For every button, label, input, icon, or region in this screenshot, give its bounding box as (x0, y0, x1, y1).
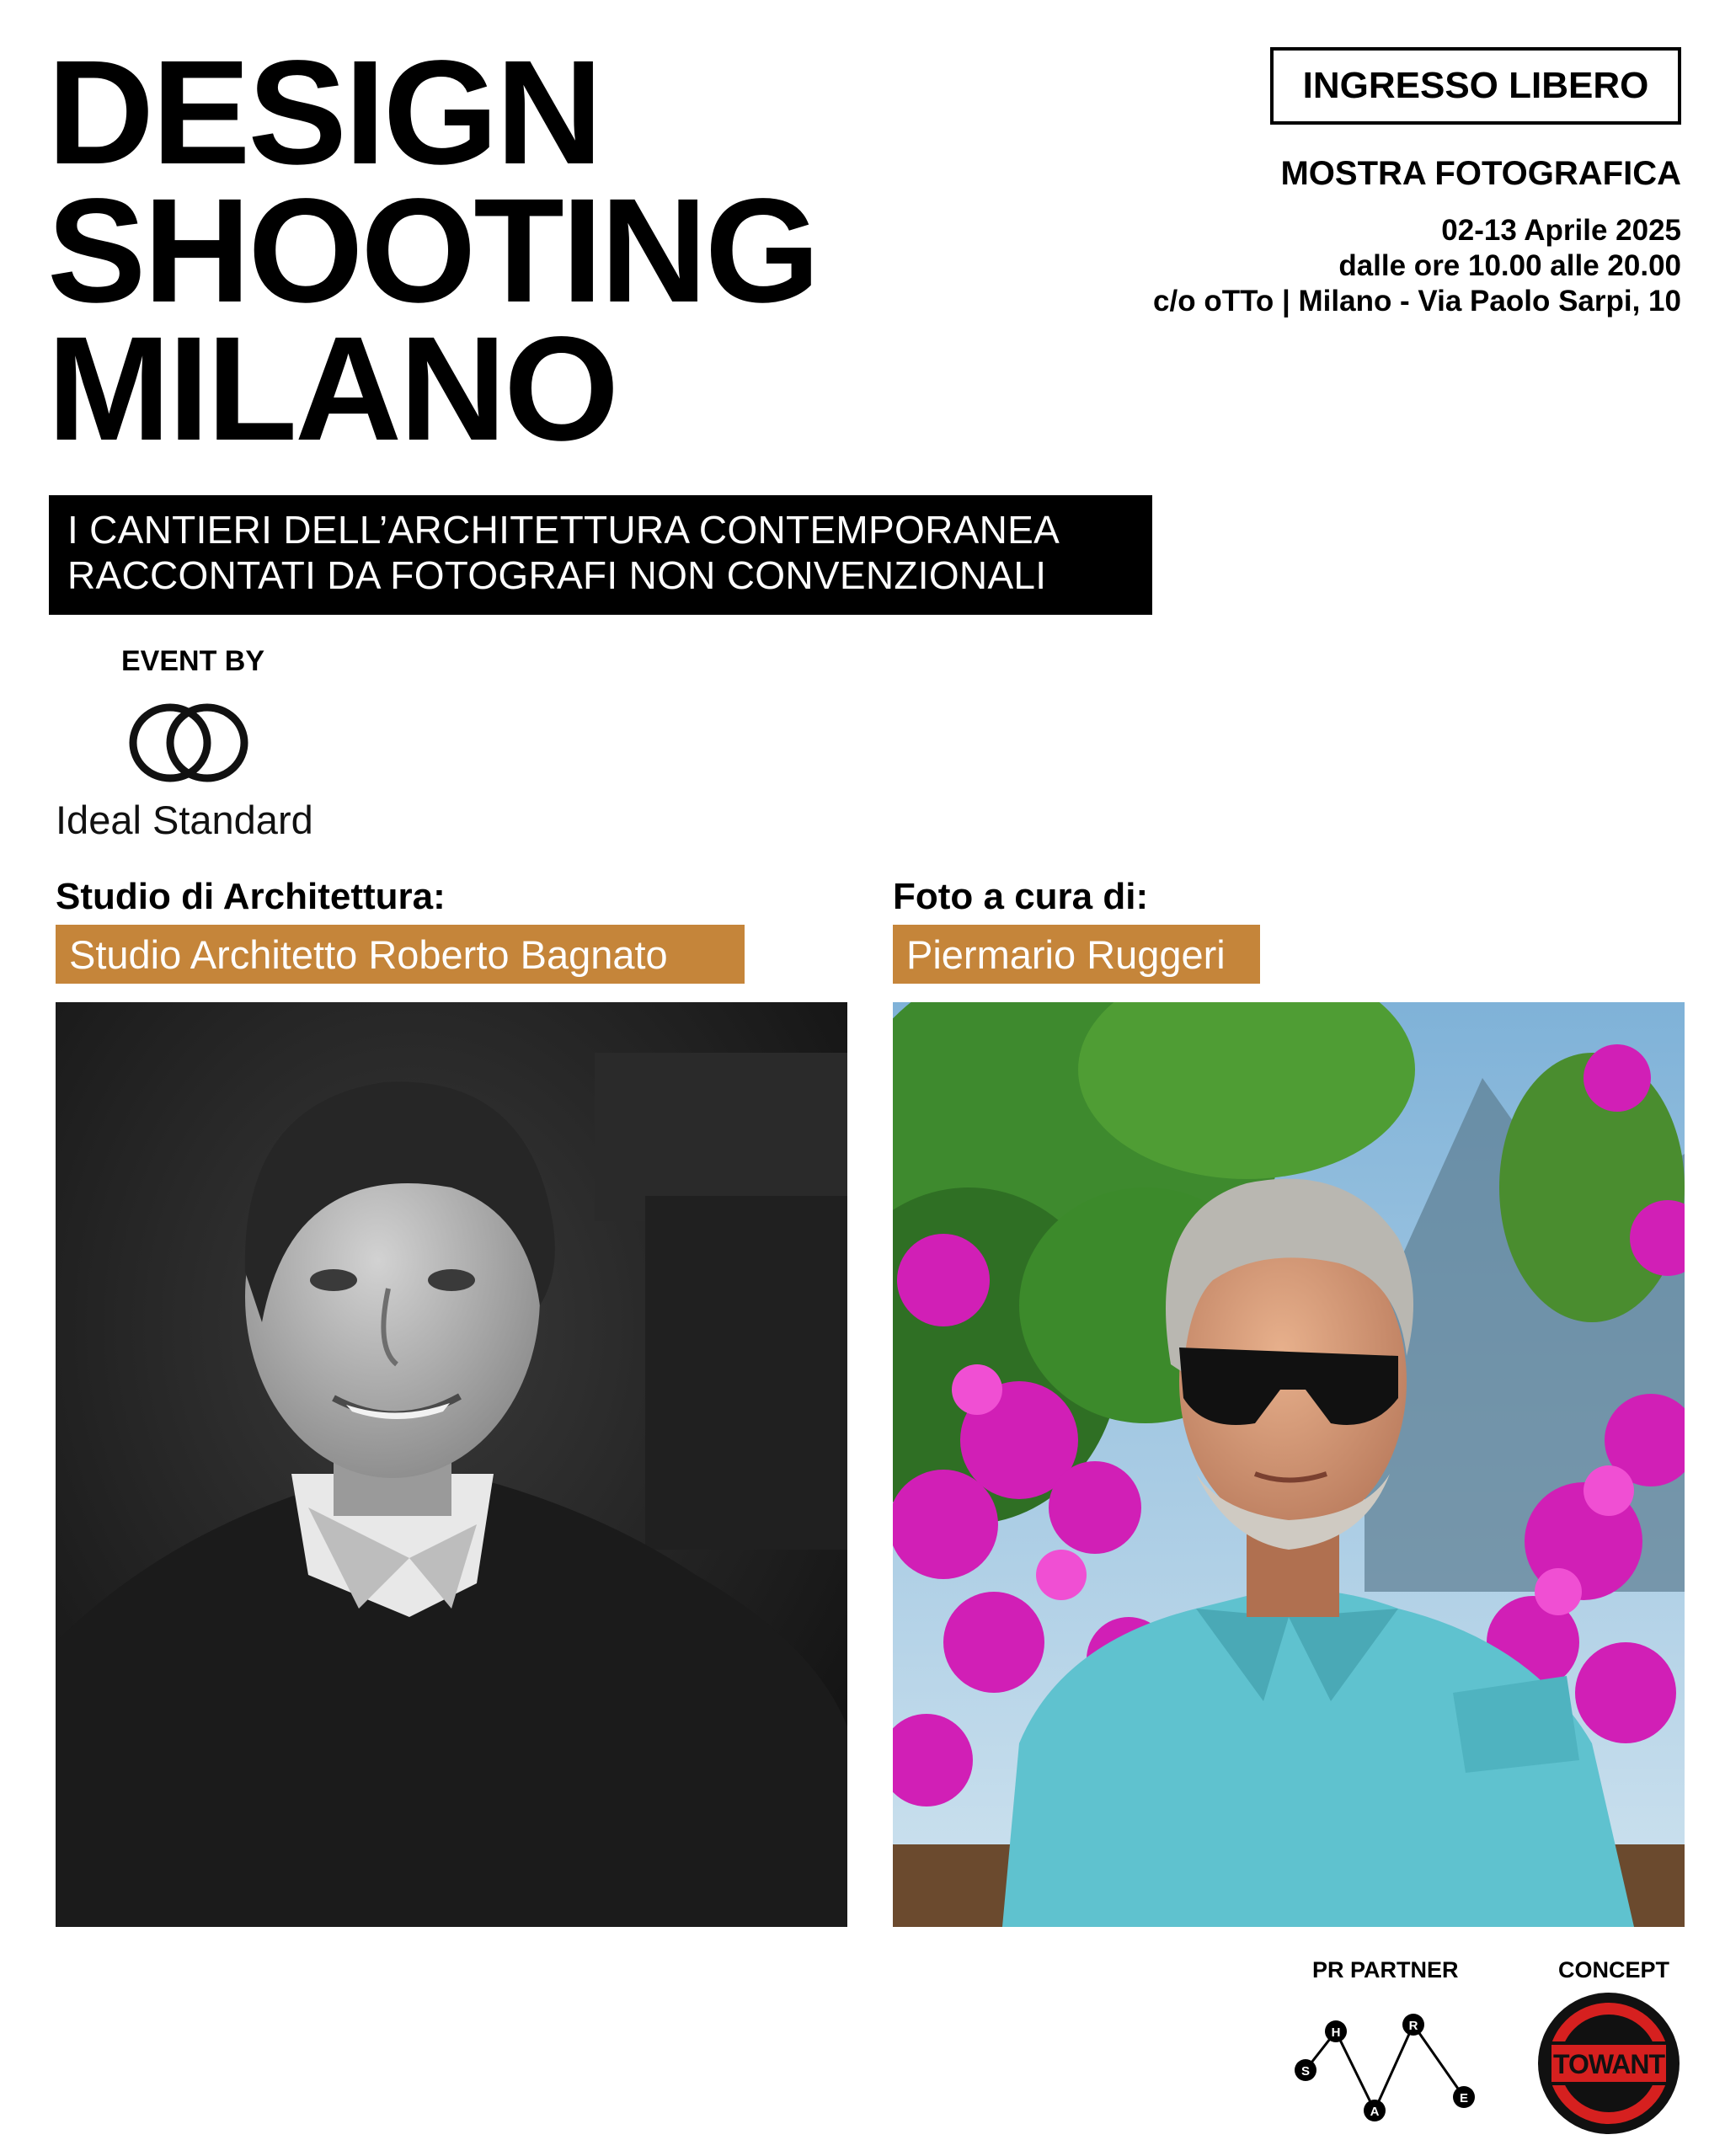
share-letter-e: E (1459, 2091, 1469, 2105)
share-letter-s: S (1300, 2064, 1311, 2079)
event-by-label: EVENT BY (121, 645, 265, 677)
photographer-name-tag: Piermario Ruggeri (893, 925, 1260, 984)
event-type: MOSTRA FOTOGRAFICA (1280, 155, 1681, 192)
concept-label: CONCEPT (1558, 1957, 1670, 1983)
share-letter-a: A (1370, 2105, 1380, 2119)
share-letter-h: H (1331, 2025, 1341, 2040)
studio-name-tag: Studio Architetto Roberto Bagnato (56, 925, 745, 984)
event-hours: dalle ore 10.00 alle 20.00 (1338, 249, 1681, 282)
title-line-3: MILANO (47, 307, 617, 472)
subtitle-line-2: RACCONTATI DA FOTOGRAFI NON CONVENZIONALI (67, 553, 1047, 597)
architect-portrait (56, 1002, 847, 1927)
event-title (47, 30, 818, 472)
ideal-standard-wordmark: Ideal Standard (56, 798, 313, 842)
towant-logo-icon (1535, 1989, 1683, 2137)
event-info (1153, 155, 1681, 319)
ideal-standard-logo-icon (125, 701, 253, 785)
studio-label: Studio di Architettura: (56, 876, 446, 917)
free-entry-badge: INGRESSO LIBERO (1270, 47, 1681, 125)
subtitle-line-1: I CANTIERI DELL’ARCHITETTURA CONTEMPORANEA (67, 508, 1060, 552)
event-venue: c/o oTTo | Milano - Via Paolo Sarpi, 10 (1153, 285, 1681, 318)
photographer-label: Foto a cura di: (893, 876, 1149, 917)
architect-portrait-illustration (56, 1002, 847, 1927)
photographer-portrait-illustration (893, 1002, 1685, 1927)
share-logo-icon (1287, 2006, 1489, 2132)
photographer-portrait (893, 1002, 1685, 1927)
share-letter-r: R (1408, 2019, 1418, 2033)
subtitle-banner (49, 495, 1152, 615)
title-line-1: DESIGN (47, 30, 601, 195)
pr-partner-label: PR PARTNER (1312, 1957, 1459, 1983)
towant-wordmark: TOWANT (1552, 2049, 1665, 2079)
event-dates: 02-13 Aprile 2025 (1441, 214, 1681, 247)
title-line-2: SHOOTING (47, 168, 818, 334)
